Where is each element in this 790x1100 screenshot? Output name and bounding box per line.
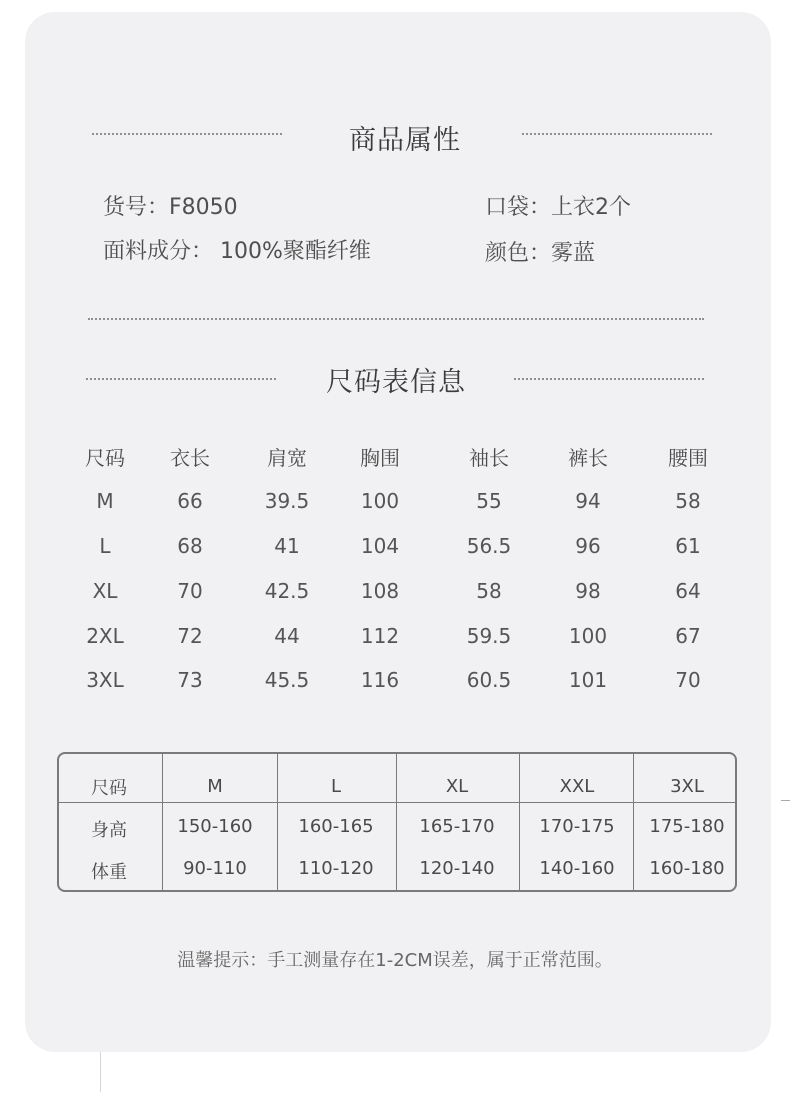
measurement-note: 温馨提示：手工测量存在1-2CM误差，属于正常范围。 [177,950,613,971]
reference-cell-weight: 140-160 [539,858,615,879]
edge-tick [781,800,790,801]
reference-cell-weight: 160-180 [649,858,725,879]
size-chart-cell-size: 3XL [86,668,124,692]
size-chart-cell-sleeve: 55 [476,489,502,513]
size-chart-cell-shoulder: 42.5 [264,579,310,603]
size-chart-header-pants-length: 裤长 [568,446,608,470]
size-chart-cell-waist: 70 [675,668,701,692]
size-chart-cell-shoulder: 39.5 [264,489,310,513]
size-chart-cell-sleeve: 60.5 [466,668,512,692]
reference-cell-size: 尺码 [91,778,127,799]
size-chart-header-waist: 腰围 [668,446,708,470]
reference-cell-height: 150-160 [177,816,253,837]
divider-dots [86,378,276,380]
size-chart-cell-waist: 58 [675,489,701,513]
item-number: 货号：F8050 [103,195,238,220]
reference-cell-height: 160-165 [298,816,374,837]
size-chart-header-size: 尺码 [85,446,125,470]
size-chart-cell-chest: 100 [360,489,400,513]
size-chart-cell-sleeve: 58 [476,579,502,603]
size-chart-cell-pants-length: 98 [575,579,601,603]
size-chart-cell-waist: 64 [675,579,701,603]
size-chart-cell-waist: 61 [675,534,701,558]
product-attributes-title: 商品属性 [349,125,461,156]
size-chart-cell-length: 66 [177,489,203,513]
reference-cell-size: L [330,776,342,797]
size-reference-table [57,752,737,892]
reference-cell-size: XXL [559,776,595,797]
size-chart-header-length: 衣长 [170,446,210,470]
size-chart-header-shoulder: 肩宽 [267,446,307,470]
reference-cell-weight: 110-120 [298,858,374,879]
size-chart-cell-chest: 112 [360,624,400,648]
reference-cell-height: 170-175 [539,816,615,837]
reference-cell-size: M [207,776,223,797]
size-chart-cell-pants-length: 101 [568,668,608,692]
color: 颜色：雾蓝 [485,241,596,266]
size-chart-cell-chest: 116 [360,668,400,692]
size-chart-cell-sleeve: 56.5 [466,534,512,558]
pockets: 口袋：上衣2个 [485,195,631,220]
size-chart-cell-pants-length: 96 [575,534,601,558]
divider-dots [522,133,712,135]
size-chart-cell-size: M [96,489,114,513]
size-chart-cell-length: 70 [177,579,203,603]
size-chart-cell-pants-length: 100 [568,624,608,648]
reference-cell-size: XL [445,776,469,797]
reference-cell-height: 165-170 [419,816,495,837]
reference-cell-height: 身高 [91,820,127,841]
size-chart-title: 尺码表信息 [326,367,466,398]
size-chart-cell-chest: 108 [360,579,400,603]
size-chart-header-chest: 胸围 [360,446,400,470]
fabric-composition: 面料成分： 100%聚酯纤维 [103,239,371,264]
reference-cell-height: 175-180 [649,816,725,837]
size-chart-cell-sleeve: 59.5 [466,624,512,648]
reference-cell-weight: 120-140 [419,858,495,879]
size-chart-cell-waist: 67 [675,624,701,648]
size-chart-cell-pants-length: 94 [575,489,601,513]
size-chart-cell-shoulder: 45.5 [264,668,310,692]
divider-dots [92,133,282,135]
size-chart-cell-length: 72 [177,624,203,648]
size-chart-cell-shoulder: 44 [274,624,300,648]
size-chart-header-sleeve: 袖长 [469,446,509,470]
size-chart-cell-length: 68 [177,534,203,558]
edge-line [100,1052,101,1092]
size-chart-cell-size: 2XL [86,624,124,648]
size-chart-cell-chest: 104 [360,534,400,558]
size-chart-cell-size: XL [92,579,118,603]
size-chart-cell-shoulder: 41 [274,534,300,558]
size-chart-cell-length: 73 [177,668,203,692]
reference-cell-size: 3XL [670,776,704,797]
divider-dots [514,378,704,380]
spec-card [25,12,771,1052]
reference-cell-weight: 体重 [91,862,127,883]
divider-dots [88,318,704,320]
reference-cell-weight: 90-110 [183,858,247,879]
size-chart-cell-size: L [99,534,111,558]
